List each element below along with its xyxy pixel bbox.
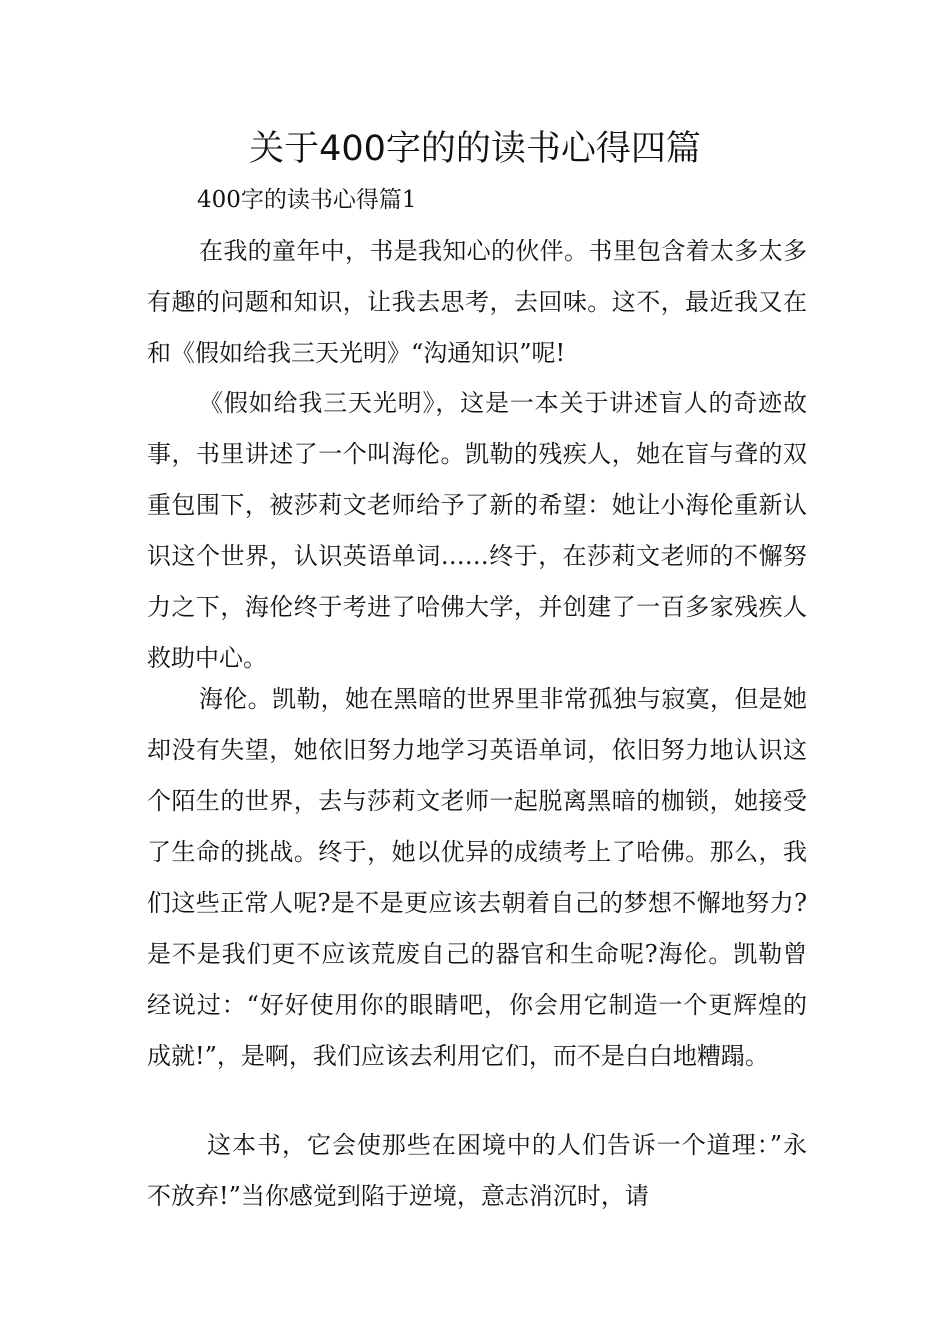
paragraph-4: 这本书，它会使那些在困境中的人们告诉一个道理：”永不放弃!”当你感觉到陷于逆境，意志消沉时，请 [147, 1131, 807, 1210]
paragraph-3: 海伦。凯勒，她在黑暗的世界里非常孤独与寂寞，但是她却没有失望，她依旧努力地学习英语单词，依旧努力地认识这个陌生的世界，去与莎莉文老师一起脱离黑暗的枷锁，她接受了生命的挑战。终于，她以优异的成绩考上了哈佛。那么，我们这些正常人呢?是不是更应该去朝着自己的梦想不懈地努力?是不是我们更不应该荒废自己的器官和生命呢?海伦。凯勒曾经说过：“好好使用你的眼睛吧，你会用它制造一个更辉煌的成就!”，是啊，我们应该去利用它们，而不是白白地糟蹋。 [147, 685, 807, 1070]
document-title: 关于400字的的读书心得四篇 [249, 129, 701, 169]
paragraph-1: 在我的童年中，书是我知心的伙伴。书里包含着太多太多有趣的问题和知识，让我去思考，去回味。这不，最近我又在和《假如给我三天光明》“沟通知识”呢! [147, 237, 807, 367]
paragraph-2: 《假如给我三天光明》，这是一本关于讲述盲人的奇迹故事，书里讲述了一个叫海伦。凯勒的残疾人，她在盲与聋的双重包围下，被莎莉文老师给予了新的希望：她让小海伦重新认识这个世界，认识英语单词……终于，在莎莉文老师的不懈努力之下，海伦终于考进了哈佛大学，并创建了一百多家残疾人救助中心。 [147, 389, 807, 672]
section-heading: 400字的读书心得篇1 [197, 187, 417, 213]
